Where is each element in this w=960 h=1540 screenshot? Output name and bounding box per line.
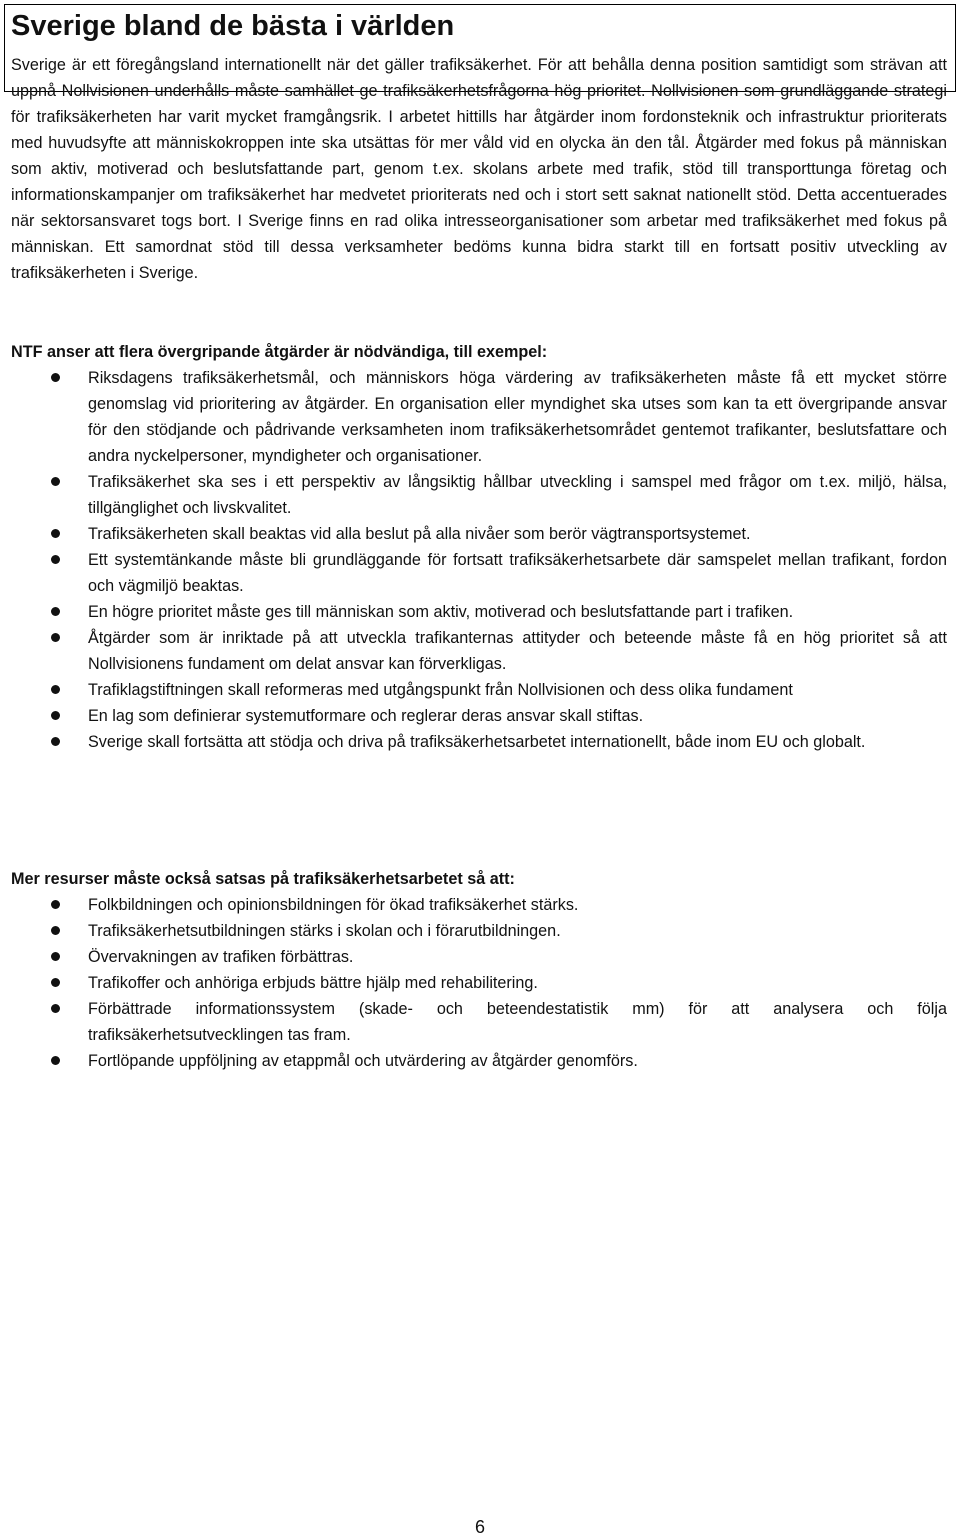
- list-item-text: Ett systemtänkande måste bli grundläggande för fortsatt trafiksäkerhetsarbete där samspelet mellan trafikant, fordon och vägmiljö beaktas.: [88, 551, 947, 595]
- bullet-icon: [51, 978, 60, 987]
- page-title: Sverige bland de bästa i världen: [11, 10, 455, 42]
- list-item: [0, 469, 960, 521]
- list-item-text: Trafikoffer och anhöriga erbjuds bättre hjälp med rehabilitering.: [88, 974, 538, 992]
- bullet-icon: [51, 926, 60, 935]
- bullet-icon: [51, 952, 60, 961]
- list-item: [0, 677, 960, 703]
- bullet-icon: [51, 1056, 60, 1065]
- recommended-actions-list: [0, 365, 960, 755]
- recommended-actions-heading: NTF anser att flera övergripande åtgärder är nödvändiga, till exempel:: [11, 343, 548, 361]
- list-item-text: Trafiksäkerhetsutbildningen stärks i skolan och i förarutbildningen.: [88, 922, 561, 940]
- bullet-icon: [51, 711, 60, 720]
- list-item-text: En lag som definierar systemutformare och reglerar deras ansvar skall stiftas.: [88, 707, 644, 725]
- list-item-text: Övervakningen av trafiken förbättras.: [88, 948, 354, 966]
- list-item: [0, 729, 960, 755]
- bullet-icon: [51, 737, 60, 746]
- bullet-icon: [51, 1004, 60, 1013]
- list-item: [0, 918, 960, 944]
- bullet-icon: [51, 900, 60, 909]
- list-item-text: Åtgärder som är inriktade på att utveckla trafikanternas attityder och beteende måste få en hög prioritet så att Nollvisionens fundament om delat ansvar kan förverkligas.: [88, 629, 947, 673]
- intro-paragraph: Sverige är ett föregångsland internationellt när det gäller trafiksäkerhet. För att behålla denna position samtidigt som strävan att uppnå Nollvisionen underhålls måste samhället ge trafiksäkerhetsfrågorna hög prioritet. Nollvisionen som grundläggande strategi för trafiksäkerheten har varit mycket framgångsrik. I arbetet hittills har åtgärder inom fordonsteknik och infrastruktur prioriterats med huvudsyfte att människokroppen inte ska utsättas för mer våld vid en olycka än den tål. Åtgärder med fokus på människan som aktiv, motiverad och beslutsfattande part, genom t.ex. skolans arbete med trafik, stöd till transporttunga företag och informationskampanjer om trafiksäkerhet har medvetet prioriterats ned och i stort sett saknat nationellt stöd. Detta accentuerades när sektorsansvaret togs bort. I Sverige finns en rad olika intresseorganisationer som arbetar med trafiksäkerhet med fokus på människan. Ett samordnat stöd till dessa verksamheter bedöms kunna bidra starkt till en fortsatt positiv utveckling av trafiksäkerheten i Sverige.: [11, 56, 947, 282]
- bullet-icon: [51, 685, 60, 694]
- bullet-icon: [51, 633, 60, 642]
- list-item-text: Folkbildningen och opinionsbildningen för ökad trafiksäkerhet stärks.: [88, 896, 579, 914]
- list-item-text: Trafiksäkerheten skall beaktas vid alla beslut på alla nivåer som berör vägtransportsystemet.: [88, 525, 751, 543]
- list-item-text: Riksdagens trafiksäkerhetsmål, och människors höga värdering av trafiksäkerheten måste få ett mycket större genomslag vid prioritering av åtgärder. En organisation eller myndighet ska utses som kan ta ett övergripande ansvar för den stödjande och pådrivande verksamheten inom trafiksäkerhetsområdet gentemot trafikanter, beslutsfattare och andra nyckelpersoner, myndigheter och organisationer.: [88, 369, 947, 465]
- bullet-icon: [51, 607, 60, 616]
- list-item-text: Förbättrade informationssystem (skade- och beteendestatistik mm) för att analysera och följa trafiksäkerhetsutvecklingen tas fram.: [88, 1000, 947, 1044]
- list-item: [0, 625, 960, 677]
- resources-list: [0, 892, 960, 1074]
- list-item: [0, 599, 960, 625]
- bullet-icon: [51, 529, 60, 538]
- list-item: [0, 1048, 960, 1074]
- list-item-text: En högre prioritet måste ges till människan som aktiv, motiverad och beslutsfattande part i trafiken.: [88, 603, 794, 621]
- bullet-icon: [51, 555, 60, 564]
- list-item: [0, 703, 960, 729]
- list-item-text: Sverige skall fortsätta att stödja och driva på trafiksäkerhetsarbetet internationellt, både inom EU och globalt.: [88, 733, 866, 751]
- resources-heading: Mer resurser måste också satsas på trafiksäkerhetsarbetet så att:: [11, 870, 515, 888]
- list-item-text: Fortlöpande uppföljning av etappmål och utvärdering av åtgärder genomförs.: [88, 1052, 638, 1070]
- list-item: [0, 892, 960, 918]
- bullet-icon: [51, 477, 60, 486]
- list-item: [0, 944, 960, 970]
- intro-section: [11, 52, 947, 286]
- list-item: [0, 365, 960, 469]
- list-item: [0, 521, 960, 547]
- bullet-icon: [51, 373, 60, 382]
- list-item: [0, 970, 960, 996]
- page-number: 6: [474, 1517, 485, 1537]
- list-item: [0, 996, 960, 1048]
- list-item-text: Trafiklagstiftningen skall reformeras med utgångspunkt från Nollvisionen och dess olika fundament: [88, 681, 793, 699]
- list-item: [0, 547, 960, 599]
- list-item-text: Trafiksäkerhet ska ses i ett perspektiv av långsiktig hållbar utveckling i samspel med frågor om t.ex. miljö, hälsa, tillgänglighet och livskvalitet.: [88, 473, 947, 517]
